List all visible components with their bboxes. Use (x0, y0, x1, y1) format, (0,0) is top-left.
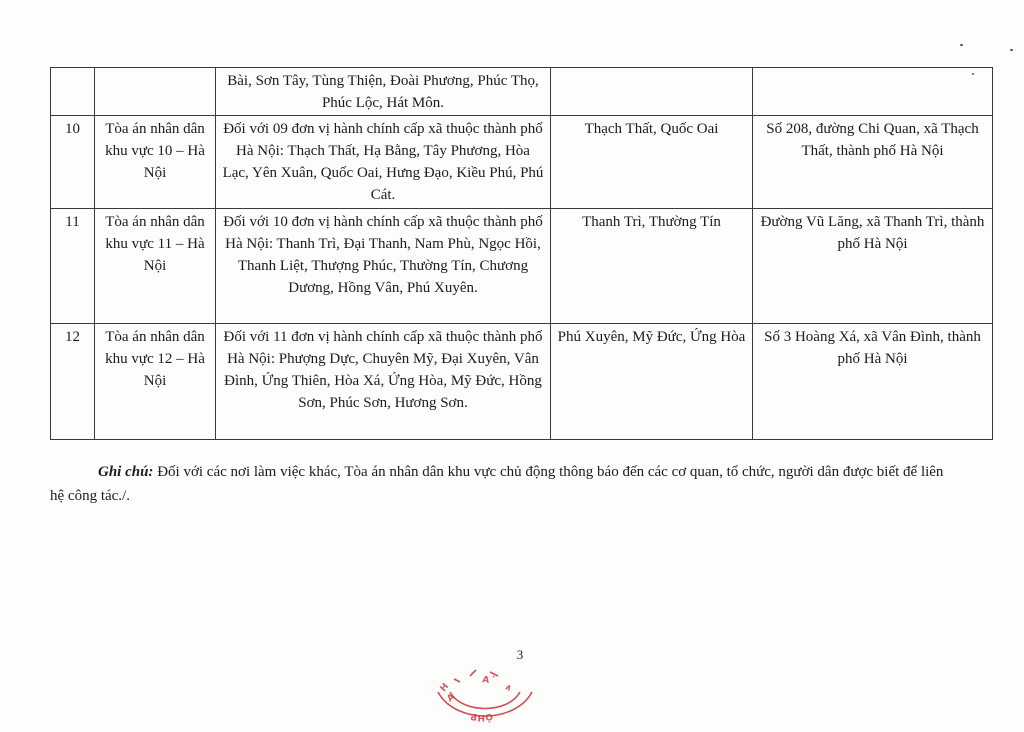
table-row (51, 209, 993, 324)
court-address: Số 208, đường Chi Quan, xã Thạch Thất, thành phố Hà Nội (766, 121, 979, 159)
scope-cell (216, 324, 551, 440)
row-number: 10 (65, 121, 80, 137)
row-number-cell (51, 209, 95, 324)
court-name-cell (95, 324, 216, 440)
page-number: 3 (516, 647, 524, 662)
scan-speck (972, 73, 974, 75)
jurisdiction-scope: Đối với 10 đơn vị hành chính cấp xã thuộc thành phố Hà Nội: Thanh Trì, Đại Thanh, Nam Phù, Ngọc Hồi, Thanh Liệt, Thượng Phúc, Thường Tín, Chương Dương, Hồng Vân, Phú Xuyên. (223, 214, 543, 296)
svg-text:∧: ∧ (502, 681, 514, 695)
district-area: Thanh Trì, Thường Tín (582, 214, 721, 230)
area-cell (551, 324, 753, 440)
svg-text:A: A (481, 675, 490, 686)
svg-text:Ô: Ô (485, 711, 493, 721)
scope-cell (216, 68, 551, 116)
scope-cell (216, 209, 551, 324)
jurisdiction-scope: Bài, Sơn Tây, Tùng Thiện, Đoài Phương, Phúc Thọ, Phúc Lộc, Hát Môn. (227, 73, 539, 111)
address-cell (753, 209, 993, 324)
svg-text:P: P (470, 711, 477, 721)
court-name-cell (95, 68, 216, 116)
row-number-cell (51, 324, 95, 440)
jurisdiction-scope: Đối với 11 đơn vị hành chính cấp xã thuộc thành phố Hà Nội: Phượng Dực, Chuyên Mỹ, Đại Xuyên, Vân Đình, Ứng Thiên, Hòa Xá, Ứng Hòa, Mỹ Đức, Hồng Sơn, Phúc Sơn, Hương Sơn. (223, 329, 543, 411)
address-cell (753, 116, 993, 209)
footnote-label: Ghi chú: (98, 464, 154, 480)
row-number: 12 (65, 329, 80, 345)
court-name: Tòa án nhân dân khu vực 12 – Hà Nội (105, 329, 205, 389)
court-name-cell (95, 209, 216, 324)
official-seal-stamp (430, 662, 540, 732)
court-name: Tòa án nhân dân khu vực 10 – Hà Nội (105, 121, 205, 181)
table-row (51, 324, 993, 440)
court-name-cell (95, 116, 216, 209)
table-row (51, 116, 993, 209)
row-number: 11 (65, 214, 80, 230)
svg-text:·: · (492, 673, 496, 683)
court-address: Đường Vũ Lăng, xã Thanh Trì, thành phố Hà Nội (760, 214, 985, 252)
area-cell (551, 68, 753, 116)
scan-speck (1010, 49, 1013, 51)
scan-speck (960, 44, 963, 46)
svg-text:H: H (438, 681, 452, 694)
court-address: Số 3 Hoàng Xá, xã Vân Đình, thành phố Hà Nội (764, 329, 981, 367)
scope-cell (216, 116, 551, 209)
address-cell (753, 68, 993, 116)
jurisdiction-scope: Đối với 09 đơn vị hành chính cấp xã thuộc thành phố Hà Nội: Thạch Thất, Hạ Bằng, Tây Phương, Hòa Lạc, Yên Xuân, Quốc Oai, Hưng Đạo, Kiều Phú, Phú Cát. (222, 121, 544, 203)
svg-text:H: H (477, 712, 485, 722)
address-cell (753, 324, 993, 440)
district-area: Phú Xuyên, Mỹ Đức, Ứng Hòa (557, 329, 746, 345)
footnote (50, 460, 955, 508)
court-jurisdiction-table (50, 67, 993, 440)
area-cell (551, 209, 753, 324)
footnote-text: Đối với các nơi làm việc khác, Tòa án nhân dân khu vực chủ động thông báo đến các cơ quan, tổ chức, người dân được biết để liên hệ công tác./. (50, 464, 944, 504)
row-number-cell (51, 68, 95, 116)
area-cell (551, 116, 753, 209)
svg-text:A: A (445, 692, 458, 705)
row-number-cell (51, 116, 95, 209)
court-name: Tòa án nhân dân khu vực 11 – Hà Nội (105, 214, 205, 274)
district-area: Thạch Thất, Quốc Oai (584, 121, 719, 137)
table-row (51, 68, 993, 116)
